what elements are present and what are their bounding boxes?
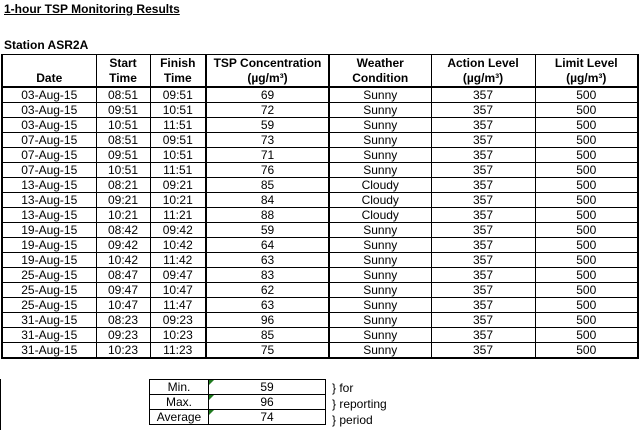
cell-limit-level: 500 [535, 103, 638, 118]
cell-limit-level: 500 [535, 253, 638, 268]
cell-start-time: 08:47 [96, 268, 150, 283]
average-value: 74 [209, 410, 326, 425]
cell-weather: Sunny [329, 163, 431, 178]
cell-start-time: 08:23 [96, 313, 150, 328]
cell-start-time: 10:51 [96, 118, 150, 133]
left-border-line [0, 379, 1, 430]
cell-date: 25-Aug-15 [2, 298, 96, 313]
cell-action-level: 357 [431, 268, 535, 283]
table-row [2, 193, 638, 208]
cell-date: 07-Aug-15 [2, 133, 96, 148]
cell-limit-level: 500 [535, 163, 638, 178]
cell-date: 31-Aug-15 [2, 343, 96, 359]
cell-tsp-value: 85 [206, 328, 329, 343]
cell-limit-level: 500 [535, 118, 638, 133]
header-row [2, 55, 638, 88]
cell-weather: Cloudy [329, 208, 431, 223]
cell-limit-level: 500 [535, 328, 638, 343]
cell-start-time: 09:21 [96, 193, 150, 208]
cell-date: 19-Aug-15 [2, 223, 96, 238]
cell-tsp-value: 62 [206, 283, 329, 298]
cell-tsp-value: 63 [206, 253, 329, 268]
tsp-results-table [1, 54, 639, 359]
cell-finish-time: 09:21 [150, 178, 206, 193]
table-row [2, 298, 638, 313]
cell-date: 19-Aug-15 [2, 238, 96, 253]
cell-weather: Sunny [329, 343, 431, 359]
header-date: Date [2, 55, 96, 88]
note-line-3: } period [332, 413, 373, 427]
cell-start-time: 10:42 [96, 253, 150, 268]
cell-tsp-value: 83 [206, 268, 329, 283]
summary-row-min [150, 380, 326, 395]
cell-action-level: 357 [431, 343, 535, 359]
cell-finish-time: 09:47 [150, 268, 206, 283]
cell-action-level: 357 [431, 328, 535, 343]
cell-date: 25-Aug-15 [2, 283, 96, 298]
cell-date: 13-Aug-15 [2, 208, 96, 223]
cell-weather: Sunny [329, 223, 431, 238]
table-row [2, 133, 638, 148]
min-label: Min. [150, 380, 209, 395]
cell-action-level: 357 [431, 103, 535, 118]
cell-date: 03-Aug-15 [2, 118, 96, 133]
cell-tsp-value: 76 [206, 163, 329, 178]
header-action-level: Action Level (µg/m³) [431, 55, 535, 88]
cell-weather: Sunny [329, 298, 431, 313]
cell-start-time: 09:51 [96, 148, 150, 163]
station-label: Station ASR2A [4, 38, 89, 52]
cell-limit-level: 500 [535, 313, 638, 328]
cell-date: 07-Aug-15 [2, 163, 96, 178]
table-row [2, 163, 638, 178]
cell-limit-level: 500 [535, 223, 638, 238]
cell-date: 19-Aug-15 [2, 253, 96, 268]
cell-tsp-value: 84 [206, 193, 329, 208]
cell-action-level: 357 [431, 193, 535, 208]
note-line-1: } for [332, 381, 354, 395]
cell-action-level: 357 [431, 148, 535, 163]
cell-weather: Sunny [329, 238, 431, 253]
cell-start-time: 10:47 [96, 298, 150, 313]
cell-limit-level: 500 [535, 178, 638, 193]
cell-date: 31-Aug-15 [2, 328, 96, 343]
cell-tsp-value: 71 [206, 148, 329, 163]
cell-weather: Sunny [329, 103, 431, 118]
cell-date: 25-Aug-15 [2, 268, 96, 283]
cell-action-level: 357 [431, 238, 535, 253]
cell-limit-level: 500 [535, 193, 638, 208]
table-row [2, 148, 638, 163]
cell-start-time: 08:51 [96, 87, 150, 103]
table-row [2, 118, 638, 133]
table-row [2, 87, 638, 103]
cell-finish-time: 11:47 [150, 298, 206, 313]
cell-weather: Sunny [329, 148, 431, 163]
cell-finish-time: 10:21 [150, 193, 206, 208]
cell-date: 07-Aug-15 [2, 148, 96, 163]
cell-finish-time: 09:23 [150, 313, 206, 328]
cell-start-time: 10:23 [96, 343, 150, 359]
cell-date: 03-Aug-15 [2, 87, 96, 103]
cell-tsp-value: 64 [206, 238, 329, 253]
table-row [2, 313, 638, 328]
cell-tsp-value: 69 [206, 87, 329, 103]
cell-limit-level: 500 [535, 87, 638, 103]
cell-date: 13-Aug-15 [2, 193, 96, 208]
table-row [2, 223, 638, 238]
cell-limit-level: 500 [535, 148, 638, 163]
cell-action-level: 357 [431, 298, 535, 313]
cell-finish-time: 09:51 [150, 133, 206, 148]
cell-start-time: 10:21 [96, 208, 150, 223]
header-start-time: Start Time [96, 55, 150, 88]
cell-action-level: 357 [431, 133, 535, 148]
cell-action-level: 357 [431, 163, 535, 178]
summary-row-average [150, 410, 326, 425]
cell-start-time: 08:42 [96, 223, 150, 238]
header-weather-condition: Weather Condition [329, 55, 431, 88]
cell-start-time: 09:47 [96, 283, 150, 298]
cell-limit-level: 500 [535, 238, 638, 253]
cell-limit-level: 500 [535, 208, 638, 223]
cell-start-time: 09:51 [96, 103, 150, 118]
cell-start-time: 10:51 [96, 163, 150, 178]
cell-tsp-value: 72 [206, 103, 329, 118]
cell-finish-time: 11:51 [150, 118, 206, 133]
table-row [2, 103, 638, 118]
summary-row-max [150, 395, 326, 410]
cell-tsp-value: 63 [206, 298, 329, 313]
table-body [2, 87, 638, 358]
cell-action-level: 357 [431, 253, 535, 268]
cell-action-level: 357 [431, 178, 535, 193]
cell-date: 31-Aug-15 [2, 313, 96, 328]
cell-limit-level: 500 [535, 343, 638, 359]
cell-action-level: 357 [431, 118, 535, 133]
cell-tsp-value: 85 [206, 178, 329, 193]
table-row [2, 253, 638, 268]
cell-limit-level: 500 [535, 133, 638, 148]
cell-start-time: 09:23 [96, 328, 150, 343]
cell-start-time: 09:42 [96, 238, 150, 253]
table-row [2, 208, 638, 223]
cell-action-level: 357 [431, 208, 535, 223]
cell-finish-time: 11:23 [150, 343, 206, 359]
cell-finish-time: 10:23 [150, 328, 206, 343]
max-value: 96 [209, 395, 326, 410]
cell-weather: Sunny [329, 328, 431, 343]
table-row [2, 283, 638, 298]
cell-finish-time: 10:42 [150, 238, 206, 253]
cell-weather: Sunny [329, 118, 431, 133]
table-row [2, 328, 638, 343]
report-title: 1-hour TSP Monitoring Results [4, 2, 180, 16]
header-limit-level: Limit Level (µg/m³) [535, 55, 638, 88]
average-label: Average [150, 410, 209, 425]
cell-finish-time: 10:47 [150, 283, 206, 298]
cell-weather: Sunny [329, 253, 431, 268]
cell-limit-level: 500 [535, 283, 638, 298]
cell-date: 03-Aug-15 [2, 103, 96, 118]
cell-start-time: 08:21 [96, 178, 150, 193]
cell-tsp-value: 73 [206, 133, 329, 148]
header-finish-time: Finish Time [150, 55, 206, 88]
cell-weather: Sunny [329, 268, 431, 283]
note-line-2: } reporting [332, 397, 387, 411]
table-row [2, 238, 638, 253]
cell-tsp-value: 59 [206, 223, 329, 238]
cell-action-level: 357 [431, 313, 535, 328]
cell-action-level: 357 [431, 283, 535, 298]
cell-finish-time: 11:42 [150, 253, 206, 268]
cell-tsp-value: 88 [206, 208, 329, 223]
cell-action-level: 357 [431, 87, 535, 103]
max-label: Max. [150, 395, 209, 410]
table-row [2, 343, 638, 359]
summary-table [149, 379, 326, 425]
header-tsp-concentration: TSP Concentration (µg/m³) [206, 55, 329, 88]
min-value: 59 [209, 380, 326, 395]
cell-start-time: 08:51 [96, 133, 150, 148]
cell-finish-time: 09:51 [150, 87, 206, 103]
cell-tsp-value: 59 [206, 118, 329, 133]
cell-finish-time: 09:42 [150, 223, 206, 238]
cell-limit-level: 500 [535, 298, 638, 313]
cell-weather: Cloudy [329, 178, 431, 193]
cell-tsp-value: 96 [206, 313, 329, 328]
cell-weather: Sunny [329, 133, 431, 148]
cell-finish-time: 10:51 [150, 103, 206, 118]
table-row [2, 178, 638, 193]
cell-weather: Sunny [329, 87, 431, 103]
cell-action-level: 357 [431, 223, 535, 238]
cell-weather: Sunny [329, 283, 431, 298]
cell-finish-time: 10:51 [150, 148, 206, 163]
cell-finish-time: 11:21 [150, 208, 206, 223]
cell-weather: Sunny [329, 313, 431, 328]
cell-finish-time: 11:51 [150, 163, 206, 178]
cell-limit-level: 500 [535, 268, 638, 283]
cell-date: 13-Aug-15 [2, 178, 96, 193]
cell-weather: Cloudy [329, 193, 431, 208]
cell-tsp-value: 75 [206, 343, 329, 359]
table-row [2, 268, 638, 283]
